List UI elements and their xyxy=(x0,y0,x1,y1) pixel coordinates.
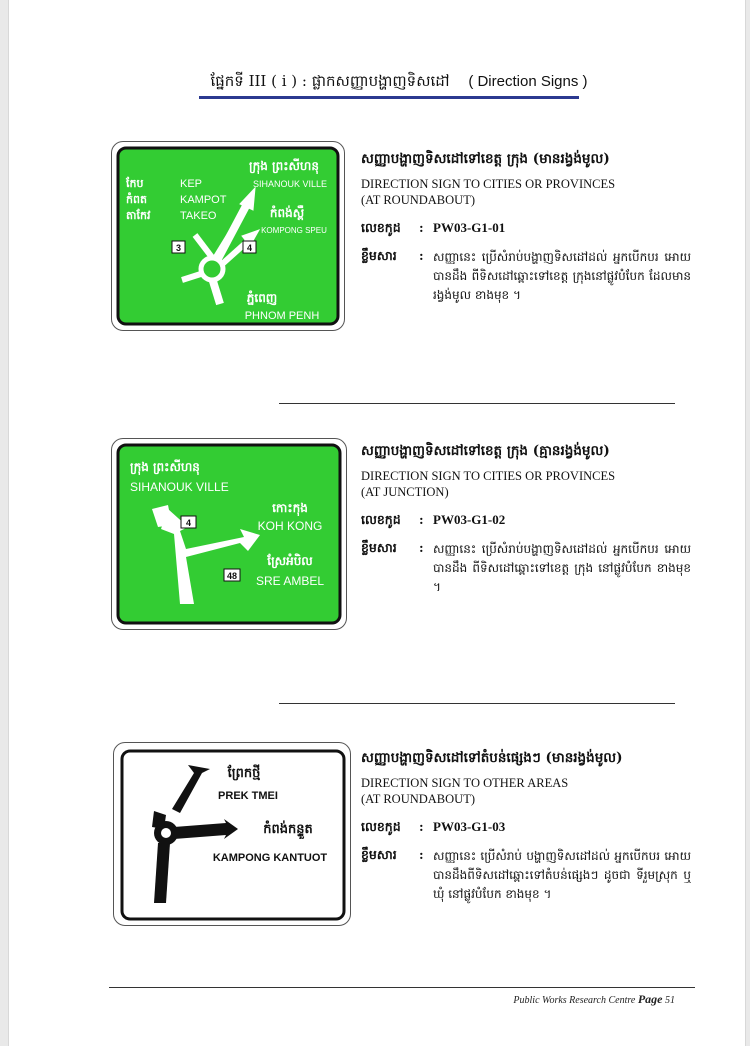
sign2-sreambel-kh: ស្រែអំបិល xyxy=(267,554,313,568)
sign-description-2 xyxy=(361,442,691,594)
sign2-title-kh: សញ្ញាបង្ហាញទិសដៅទៅខេត្ត ក្រុង (គ្មានរង្វង់មូល) xyxy=(361,443,610,459)
sign2-meaning-label: ខ្លឹមសារ xyxy=(361,540,397,555)
route-shield-4: 4 xyxy=(246,243,253,253)
sign3-code-label: លេខកូដ xyxy=(361,819,401,834)
sign2-sihanouk-en: SIHANOUK VILLE xyxy=(130,480,229,494)
sign3-meaning-label: ខ្លឹមសារ xyxy=(361,847,397,862)
sign3-prektmei-kh: ព្រែកថ្មី xyxy=(227,766,261,781)
footer-rule xyxy=(109,987,695,988)
sign1-title-en-sub: (AT ROUNDABOUT) xyxy=(361,193,476,207)
sign1-kep-kh: កែប xyxy=(126,177,144,190)
sign1-sihanouk-kh: ក្រុង ព្រះសីហនុ xyxy=(249,159,319,173)
roundabout-sign-graphic xyxy=(112,142,346,332)
sign1-title-en: DIRECTION SIGN TO CITIES OR PROVINCES xyxy=(361,177,616,191)
section-divider-2 xyxy=(279,703,675,704)
sign2-meaning: សញ្ញានេះ ប្រើសំរាប់បង្ហាញទិសដៅដល់ អ្នកបើកបរ អោយបានដឹង ពីទិសដៅឆ្ពោះទៅខេត្ត ក្រុង នៅផ្លូវបំបែក ខាងមុខ ។ xyxy=(433,542,691,594)
sign1-pp-kh: ភ្នំពេញ xyxy=(246,291,278,305)
sign-pw03-g1-02 xyxy=(111,438,347,630)
route-shield-48: 48 xyxy=(226,571,238,581)
sign1-takeo-kh: តាកែវ xyxy=(126,209,151,222)
sign2-sihanouk-kh: ក្រុង ព្រះសីហនុ xyxy=(130,460,200,474)
route-shield-4: 4 xyxy=(185,518,192,528)
header-underline xyxy=(199,96,579,99)
page-footer xyxy=(513,992,675,1007)
sign3-meaning: សញ្ញានេះ ប្រើសំរាប់ បង្ហាញទិសដៅដល់ អ្នកបើកបរ អោយបានដឹងពីទិសដៅឆ្ពោះទៅតំបន់ផ្សេងៗ ដូចជា ទីរួមស្រុក ឬ ឃុំ នៅផ្លូវបំបែក ខាងមុខ ។ xyxy=(433,849,691,901)
sign1-speu-en: KOMPONG SPEU xyxy=(261,226,327,235)
sign1-sihanouk-en: SIHANOUK VILLE xyxy=(252,179,328,189)
sign1-kep-en: KEP xyxy=(180,178,203,190)
section-divider-1 xyxy=(279,403,675,404)
sign1-kampot-kh: កំពត xyxy=(126,193,147,206)
sign3-code: PW03-G1-03 xyxy=(433,819,506,834)
header-title-kh: ផ្នែកទី III ( i ) : ផ្លាកសញ្ញាបង្ហាញទិសដៅ xyxy=(210,72,450,90)
sign2-code-label: លេខកូដ xyxy=(361,512,401,527)
sign-pw03-g1-03 xyxy=(113,742,351,926)
sign2-code: PW03-G1-02 xyxy=(433,512,506,527)
footer-page-label: Page xyxy=(637,992,663,1006)
sign1-takeo-en: TAKEO xyxy=(180,210,217,222)
route-shield-3: 3 xyxy=(175,243,182,253)
sign1-speu-kh: កំពង់ស្ពឺ xyxy=(269,206,305,220)
sign2-title-en-sub: (AT JUNCTION) xyxy=(361,485,449,499)
footer-org: Public Works Research Centre xyxy=(513,995,636,1006)
sign2-title-en: DIRECTION SIGN TO CITIES OR PROVINCES xyxy=(361,469,616,483)
junction-sign-graphic xyxy=(112,439,348,631)
sign3-prektmei-en: PREK TMEI xyxy=(218,790,278,802)
sign3-kantuot-kh: កំពង់កន្ទួត xyxy=(263,822,313,837)
sign3-code-row: លេខកូដ : PW03-G1-03 xyxy=(361,819,691,838)
sign3-meaning-row: ខ្លឹមសារ : សញ្ញានេះ ប្រើសំរាប់ បង្ហាញទិសដៅដល់ អ្នកបើកបរ អោយបានដឹងពីទិសដៅឆ្ពោះទៅតំបន់ផ្សេងៗ ដូចជា ទីរួមស្រុក ឬ ឃុំ នៅផ្លូវបំបែក ខាងមុខ ។ xyxy=(361,847,691,866)
sign2-code-row: លេខកូដ : PW03-G1-02 xyxy=(361,512,691,531)
sign3-title-kh: សញ្ញាបង្ហាញទិសដៅទៅតំបន់ផ្សេងៗ (មានរង្វង់មូល) xyxy=(361,750,623,766)
footer-page-number: 51 xyxy=(665,995,675,1006)
sign-pw03-g1-01 xyxy=(111,141,345,331)
document-page xyxy=(8,0,746,1046)
sign3-kantuot-en: KAMPONG KANTUOT xyxy=(212,852,328,864)
sign2-sreambel-en: SRE AMBEL xyxy=(255,574,325,588)
sign1-meaning: សញ្ញានេះ ប្រើសំរាប់បង្ហាញទិសដៅដល់ អ្នកបើកបរ អោយបានដឹង ពីទិសដៅឆ្ពោះទៅខេត្ត ក្រុងនៅផ្លូវបំបែក ដែលមានរង្វង់មូល ខាងមុខ ។ xyxy=(433,250,691,302)
sign1-kampot-en: KAMPOT xyxy=(180,194,227,206)
sign1-code: PW03-G1-01 xyxy=(433,220,506,235)
sign3-title-en-sub: (AT ROUNDABOUT) xyxy=(361,792,476,806)
header-title-en: ( Direction Signs ) xyxy=(468,73,588,90)
sign1-code-row: លេខកូដ : PW03-G1-01 xyxy=(361,220,691,239)
sign1-meaning-label: ខ្លឹមសារ xyxy=(361,248,397,263)
sign1-code-label: លេខកូដ xyxy=(361,220,401,235)
sign2-meaning-row: ខ្លឹមសារ : សញ្ញានេះ ប្រើសំរាប់បង្ហាញទិសដៅដល់ អ្នកបើកបរ អោយបានដឹង ពីទិសដៅឆ្ពោះទៅខេត្ត ក្រុង នៅផ្លូវបំបែក ខាងមុខ ។ xyxy=(361,540,691,559)
sign1-meaning-row: ខ្លឹមសារ : សញ្ញានេះ ប្រើសំរាប់បង្ហាញទិសដៅដល់ អ្នកបើកបរ អោយបានដឹង ពីទិសដៅឆ្ពោះទៅខេត្ត ក្រុងនៅផ្លូវបំបែក ដែលមានរង្វង់មូល ខាងមុខ ។ xyxy=(361,248,691,267)
sign1-title-kh: សញ្ញាបង្ហាញទិសដៅទៅខេត្ត ក្រុង (មានរង្វង់មូល) xyxy=(361,151,610,167)
other-areas-sign-graphic xyxy=(114,743,352,927)
sign2-kohkong-kh: កោះកុង xyxy=(272,501,308,515)
sign3-title-en: DIRECTION SIGN TO OTHER AREAS xyxy=(361,776,569,790)
sign-description-3 xyxy=(361,749,691,901)
page-header xyxy=(179,72,619,94)
sign-description-1 xyxy=(361,150,691,302)
sign2-kohkong-en: KOH KONG xyxy=(257,519,323,533)
sign1-pp-en: PHNOM PENH xyxy=(244,310,320,322)
